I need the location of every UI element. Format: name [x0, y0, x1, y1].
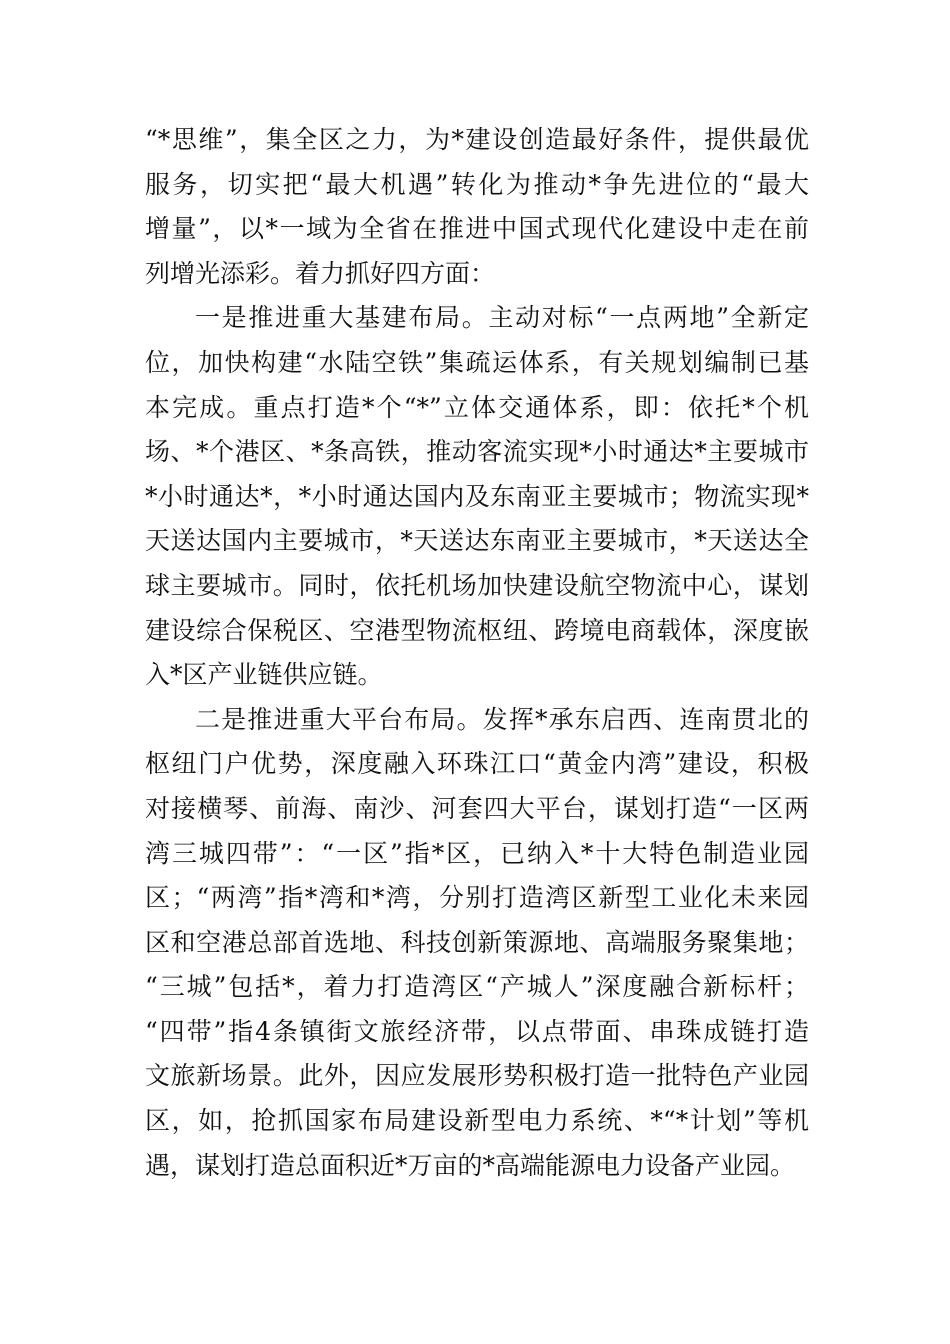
text-line: “四带”指4条镇街文旅经济带，以点带面、串珠成链打造	[145, 1016, 809, 1046]
text-line: 建设综合保税区、空港型物流枢纽、跨境电商载体，深度嵌	[145, 615, 809, 645]
text-line: 对接横琴、前海、南沙、河套四大平台，谋划打造“一区两	[145, 793, 809, 823]
text-line: 枢纽门户优势，深度融入环珠江口“黄金内湾”建设，积极	[145, 749, 809, 779]
text-line: 服务，切实把“最大机遇”转化为推动*争先进位的“最大	[145, 169, 809, 199]
text-line: 区；“两湾”指*湾和*湾，分别打造湾区新型工业化未来园	[145, 883, 809, 913]
text-line: 湾三城四带”：“一区”指*区，已纳入*十大特色制造业园	[145, 838, 809, 868]
text-line: 区和空港总部首选地、科技创新策源地、高端服务聚集地；	[145, 927, 809, 957]
text-line: 入*区产业链供应链。	[145, 660, 383, 690]
body-text	[145, 118, 809, 1188]
text-line: 增量”，以*一域为全省在推进中国式现代化建设中走在前	[145, 214, 809, 244]
text-line: 文旅新场景。此外，因应发展形势积极打造一批特色产业园	[145, 1061, 809, 1091]
text-line: 遇，谋划打造总面积近*万亩的*高端能源电力设备产业园。	[145, 1150, 796, 1180]
text-line: 区，如，抢抓国家布局建设新型电力系统、*“*计划”等机	[145, 1106, 809, 1136]
text-line: 场、*个港区、*条高铁，推动客流实现*小时通达*主要城市	[145, 437, 809, 467]
text-line: 本完成。重点打造*个“*”立体交通体系，即：依托*个机	[145, 392, 809, 422]
text-line: 球主要城市。同时，依托机场加快建设航空物流中心，谋划	[145, 570, 809, 600]
text-line: “三城”包括*，着力打造湾区“产城人”深度融合新标杆；	[145, 972, 809, 1002]
text-line: 天送达国内主要城市，*天送达东南亚主要城市，*天送达全	[145, 526, 809, 556]
text-line: “*思维”，集全区之力，为*建设创造最好条件，提供最优	[145, 125, 809, 154]
text-line: *小时通达*，*小时通达国内及东南亚主要城市；物流实现*	[145, 481, 809, 511]
text-line: 列增光添彩。着力抓好四方面：	[145, 258, 496, 288]
paragraph-one-start: 一是推进重大基建布局。主动对标“一点两地”全新定	[195, 303, 809, 333]
text-line: 位，加快构建“水陆空铁”集疏运体系，有关规划编制已基	[145, 347, 809, 377]
paragraph-two-start: 二是推进重大平台布局。发挥*承东启西、连南贯北的	[195, 704, 809, 734]
